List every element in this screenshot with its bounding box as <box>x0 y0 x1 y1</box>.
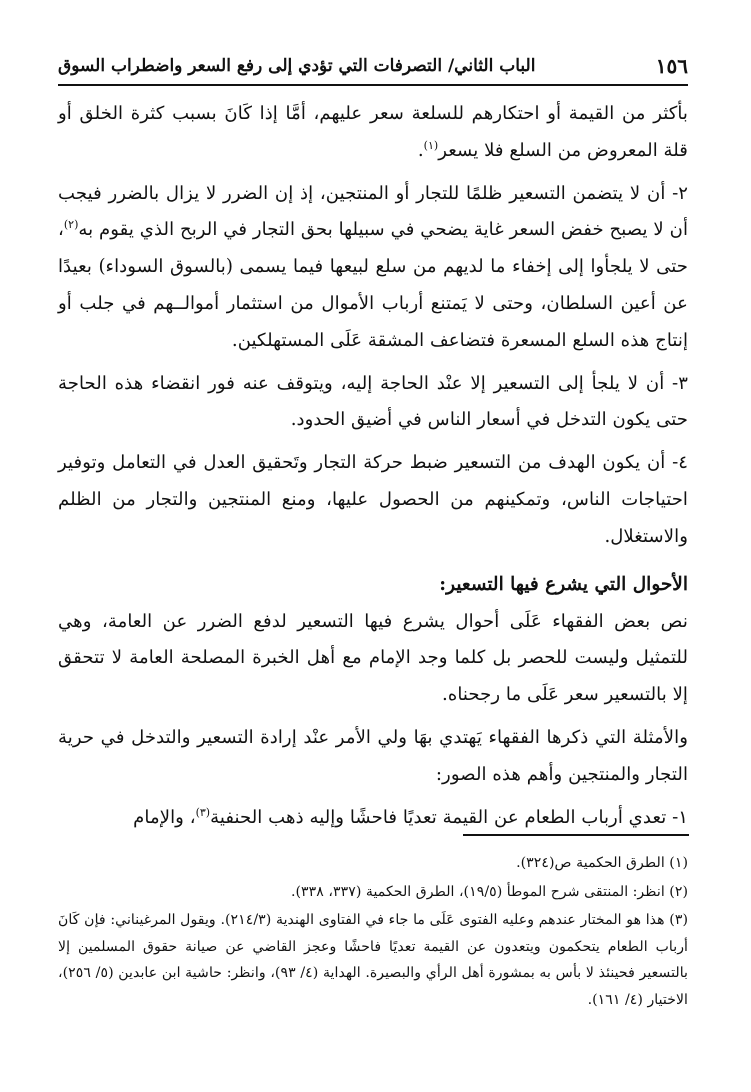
paragraph-1-text: بأكثر من القيمة أو احتكارهم للسلعة سعر عليهم، أمَّا إذا كَانَ بسبب كثرة الخلق أو قلة المعروض من السلع فلا يسعر <box>58 103 688 161</box>
footnote-2: (٢) انظر: المنتقى شرح الموطأ (١٩/٥)، الطرق الحكمية (٣٣٧، ٣٣٨). <box>290 883 688 900</box>
paragraph-7-text-a: ١- تعدي أرباب الطعام عن القيمة تعديًا فاحشًا وإليه ذهب الحنفية <box>210 806 688 828</box>
footnote-ref-2: (٢) <box>63 218 79 232</box>
paragraph-1-end: . <box>417 139 424 161</box>
header-rule <box>58 84 688 86</box>
paragraph-5: نص بعض الفقهاء عَلَى أحوال يشرع فيها التسعير لدفع الضرر عن العامة، وهي للتمثيل وليست للحصر بل كلما وجد الإمام مع أهل الخبرة المصلحة العامة لا تتحقق إلا بالتسعير سعر عَلَى ما رجحناه. <box>58 610 688 706</box>
paragraph-7-text-b: ، والإمام <box>133 806 196 828</box>
section-heading: الأحوال التي يشرع فيها التسعير: <box>439 573 688 595</box>
paragraph-1 <box>58 96 688 170</box>
paragraph-6: والأمثلة التي ذكرها الفقهاء يَهتدي بهَا ولي الأمر عنْد إرادة التسعير والتدخل في حرية التجار والمنتجين وأهم هذه الصور: <box>58 726 688 785</box>
paragraph-2-text-b: ، حتى لا يلجأوا إلى إخفاء ما لديهم من سلع لبيعها فيما يسمى (بالسوق السوداء) بعيدًا عن أعين السلطان، وحتى لا يَمتنع أرباب الأموال من استثمار أموالــهم في جلب أو إنتاج هذه السلع المسعرة فتضاعف المشقة عَلَى المستهلكين. <box>58 219 688 351</box>
paragraph-2-text-a: ٢- أن لا يتضمن التسعير ظلمًا للتجار أو المنتجين، إذ إن الضرر لا يزال بالضرر فيجب أن لا يصبح خفض السعر غاية يضحي في سبيلها بحق التجار في الربح الذي يقوم به <box>58 182 688 241</box>
running-header <box>58 52 688 82</box>
paragraph-2 <box>58 176 688 360</box>
paragraph-7 <box>58 800 688 837</box>
running-title: الباب الثاني/ التصرفات التي تؤدي إلى رفع السعر واضطراب السوق <box>58 56 536 76</box>
footnote-ref-3: (٣) <box>195 805 211 819</box>
page-number: ١٥٦ <box>655 54 688 78</box>
main-text <box>58 96 688 842</box>
paragraph-4: ٤- أن يكون الهدف من التسعير ضبط حركة التجار وتَحقيق العدل في التعامل وتوفير احتياجات الناس، وتمكينهم من الحصول عليها، ومنع المنتجين والتجار من الظلم والاستغلال. <box>58 452 688 547</box>
paragraph-3: ٣- أن لا يلجأ إلى التسعير إلا عنْد الحاجة إليه، ويتوقف عنه فور انقضاء هذه الحاجة حتى يكون التدخل في أسعار الناس في أضيق الحدود. <box>58 372 688 431</box>
footnote-1: (١) الطرق الحكمية ص(٣٢٤). <box>516 855 688 871</box>
footnote-3: (٣) هذا هو المختار عندهم وعليه الفتوى عَلَى ما جاء في الفتاوى الهندية (٢١٤/٣). ويقول المرغيناني: فإن كَانَ أرباب الطعام يتحكمون ويتعدون عن القيمة تعديًا فاحشًا وعجز القاضي عن صيانة حقوق المسلمين إلا بالتسعير فحينئذ لا بأس به بمشورة أهل الرأي والبصيرة. الهداية (٤/ ٩٣)، وانظر: حاشية ابن عابدين (٥/ ٢٥٦)، الاختيار (٤/ ١٦١). <box>58 912 688 1008</box>
footnote-ref-1: (١) <box>423 138 439 152</box>
footnote-separator <box>463 834 689 836</box>
footnotes <box>58 850 688 1015</box>
